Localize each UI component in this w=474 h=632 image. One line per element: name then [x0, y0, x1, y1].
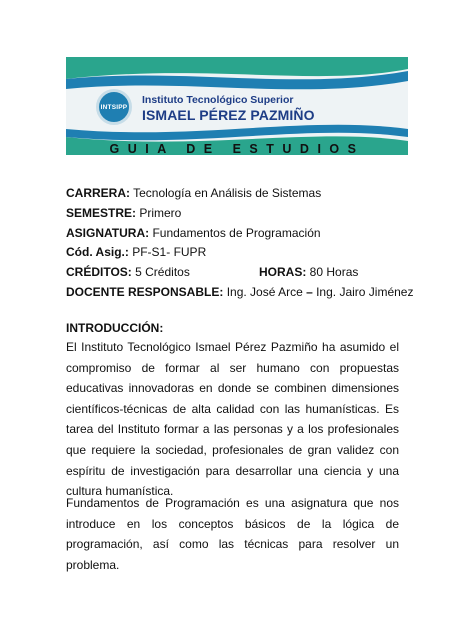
- semester-label: SEMESTRE:: [66, 205, 137, 220]
- teacher-label: DOCENTE RESPONSABLE:: [66, 284, 224, 299]
- intro-heading: INTRODUCCIÓN:: [66, 321, 164, 335]
- institution-banner: [66, 57, 408, 155]
- career-row: [66, 184, 416, 204]
- institution-logo-icon: [96, 89, 132, 125]
- semester-row: [66, 204, 416, 224]
- course-info: [66, 184, 416, 303]
- career-value: Tecnología en Análisis de Sistemas: [130, 186, 322, 200]
- hours-field: [259, 263, 358, 283]
- second-paragraph: Fundamentos de Programación es una asignatura que nos introduce en los conceptos básicos de la lógica de programación, así como las técnicas para resolver un problema.: [66, 496, 399, 572]
- institution-name-line2: ISMAEL PÉREZ PAZMIÑO: [142, 107, 315, 123]
- document-title: GUIA DE ESTUDIOS: [109, 142, 365, 156]
- hours-label: HORAS:: [259, 265, 307, 280]
- semester-value: Primero: [136, 205, 182, 220]
- code-row: [66, 243, 416, 263]
- credits-label: CRÉDITOS:: [66, 265, 132, 280]
- teacher-dash: –: [306, 284, 313, 299]
- subject-row: [66, 224, 416, 244]
- code-value: PF-S1- FUPR: [128, 245, 207, 260]
- hours-value: 80 Horas: [306, 265, 359, 280]
- career-label: CARRERA:: [66, 186, 130, 200]
- institution-name-line1: Instituto Tecnológico Superior: [142, 94, 294, 106]
- credits-hours-row: [66, 263, 416, 283]
- logo-text: INTSIPP: [100, 103, 128, 111]
- teacher-value-2: Ing. Jairo Jiménez: [312, 284, 414, 299]
- subject-label: ASIGNATURA:: [66, 225, 150, 240]
- teacher-row: [66, 283, 416, 303]
- code-label: Cód. Asig.:: [66, 245, 129, 260]
- intro-paragraph: El Instituto Tecnológico Ismael Pérez Pazmiño ha asumido el compromiso de formar al ser humano con propuestas educativas innovadoras en donde se combinen dimensiones científicos-técnicas de alta calidad con las humanísticas. Es tarea del Instituto formar a las personas y a los profesionales que requiere la sociedad, profesionales de gran validez con espíritu de investigación para desarrollar una ciencia y una cultura humanística.: [66, 340, 399, 499]
- credits-value: 5 Créditos: [131, 265, 190, 280]
- subject-value: Fundamentos de Programación: [149, 225, 321, 240]
- teacher-value-1: Ing. José Arce: [223, 284, 307, 299]
